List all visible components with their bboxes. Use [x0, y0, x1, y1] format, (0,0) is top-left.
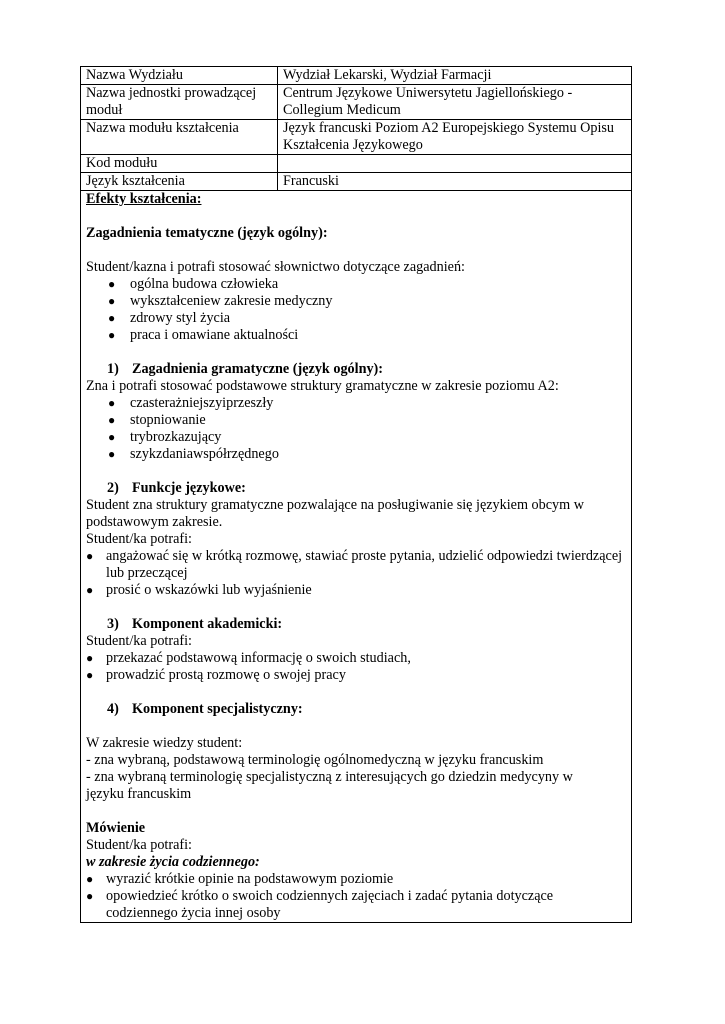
value-cell: Wydział Lekarski, Wydział Farmacji	[278, 67, 632, 85]
label-cell: Język kształcenia	[81, 173, 278, 191]
bullet-icon: ●	[108, 311, 116, 325]
specialist-line: - zna wybraną terminologię specjalistyczną z interesujących go dziedzin medycyny w	[86, 769, 573, 785]
list-item: ● prosić o wskazówki lub wyjaśnienie	[86, 582, 312, 598]
functions-title: 2) Funkcje językowe:	[107, 480, 246, 496]
academic-can: Student/ka potrafi:	[86, 633, 192, 649]
bullet-icon: ●	[108, 294, 116, 308]
speaking-can: Student/ka potrafi:	[86, 837, 192, 853]
list-item: ● trybrozkazujący	[108, 429, 222, 445]
table-row	[81, 120, 632, 155]
effects-title: Efekty kształcenia:	[86, 191, 202, 207]
list-item: ● praca i omawiane aktualności	[108, 327, 299, 343]
value-cell: Francuski	[278, 173, 632, 191]
value-cell: Centrum Językowe Uniwersytetu Jagiellońskiego - Collegium Medicum	[278, 85, 632, 120]
bullet-icon: ●	[108, 328, 116, 342]
academic-list	[86, 650, 626, 684]
label-cell: Nazwa modułu kształcenia	[81, 120, 278, 155]
specialist-title: 4) Komponent specjalistyczny:	[107, 701, 303, 717]
label-cell: Nazwa Wydziału	[81, 67, 278, 85]
functions-list	[86, 548, 626, 599]
label-cell: Kod modułu	[81, 155, 278, 173]
academic-title: 3) Komponent akademicki:	[107, 616, 283, 632]
table-row	[81, 173, 632, 191]
value-cell	[278, 155, 632, 173]
list-item: ● wykształceniew zakresie medyczny	[108, 293, 333, 309]
specialist-line: - zna wybraną, podstawową terminologię ogólnomedyczną w języku francuskim	[86, 752, 544, 768]
specialist-line: języku francuskim	[86, 786, 192, 802]
functions-can: Student/ka potrafi:	[86, 531, 192, 547]
bullet-icon: ●	[86, 668, 94, 682]
value-cell: Język francuski Poziom A2 Europejskiego Systemu Opisu Kształcenia Językowego	[278, 120, 632, 155]
list-item: ● stopniowanie	[108, 412, 206, 428]
table-row	[81, 67, 632, 85]
list-item: ● opowiedzieć krótko o swoich codziennych zajęciach i zadać pytania dotyczące codziennego życia innej osoby	[86, 888, 554, 921]
grammar-list	[86, 395, 626, 463]
bullet-icon: ●	[108, 430, 116, 444]
bullet-icon: ●	[86, 549, 94, 563]
topics-title: Zagadnienia tematyczne (język ogólny):	[86, 225, 328, 241]
grammar-title: 1) Zagadnienia gramatyczne (język ogólny):	[107, 361, 384, 377]
module-description-table	[80, 66, 632, 923]
speaking-title: Mówienie	[86, 820, 146, 836]
bullet-icon: ●	[86, 889, 94, 903]
label-cell: Nazwa jednostki prowadzącej moduł	[81, 85, 278, 120]
specialist-intro: W zakresie wiedzy student:	[86, 735, 243, 751]
table-row	[81, 191, 632, 923]
table-row	[81, 155, 632, 173]
bullet-icon: ●	[86, 872, 94, 886]
list-item: ● zdrowy styl życia	[108, 310, 231, 326]
list-item: ● wyrazić krótkie opinie na podstawowym poziomie	[86, 871, 394, 887]
topics-intro: Student/kazna i potrafi stosować słownictwo dotyczące zagadnień:	[86, 259, 465, 275]
grammar-intro: Zna i potrafi stosować podstawowe struktury gramatyczne w zakresie poziomu A2:	[86, 378, 559, 394]
effects-cell	[81, 191, 632, 923]
speaking-list	[86, 871, 626, 922]
speaking-subtitle: w zakresie życia codziennego:	[86, 854, 260, 870]
topics-list	[86, 276, 626, 344]
bullet-icon: ●	[108, 396, 116, 410]
functions-intro: Student zna struktury gramatyczne pozwalające na posługiwanie się językiem obcym w	[86, 497, 584, 513]
functions-intro: podstawowym zakresie.	[86, 514, 223, 530]
list-item: ● szykzdaniawspółrzędnego	[108, 446, 279, 462]
bullet-icon: ●	[86, 651, 94, 665]
list-item: ● przekazać podstawową informację o swoich studiach,	[86, 650, 411, 666]
bullet-icon: ●	[108, 413, 116, 427]
list-item: ● czasterażniejszyiprzeszły	[108, 395, 274, 411]
bullet-icon: ●	[86, 583, 94, 597]
list-item: ● angażować się w krótką rozmowę, stawiać proste pytania, udzielić odpowiedzi twierdzącej lub przeczącej	[86, 548, 623, 581]
list-item: ● ogólna budowa człowieka	[108, 276, 279, 292]
bullet-icon: ●	[108, 447, 116, 461]
table-row	[81, 85, 632, 120]
list-item: ● prowadzić prostą rozmowę o swojej pracy	[86, 667, 346, 683]
bullet-icon: ●	[108, 277, 116, 291]
